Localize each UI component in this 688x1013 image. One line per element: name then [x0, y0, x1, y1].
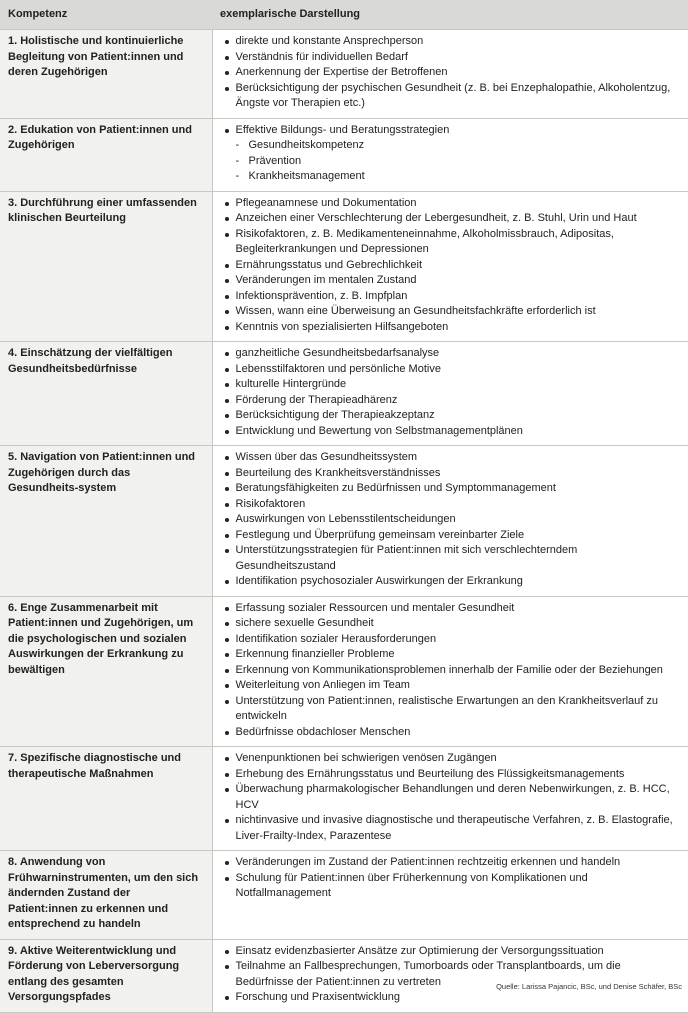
list-item-text: Effektive Bildungs- und Beratungsstrategien: [235, 123, 450, 136]
list-item-text: Unterstützung von Patient:innen, realistische Erwartungen an den Krankheitsverlauf zu entwickeln: [235, 694, 659, 722]
list-item-text: Förderung der Therapieadhärenz: [235, 393, 398, 406]
list-item: [223, 663, 681, 679]
list-item-text: Identifikation sozialer Herausforderungen: [235, 632, 437, 645]
list-item: [223, 574, 681, 590]
list-item: [223, 782, 681, 813]
description-cell: [212, 851, 688, 940]
list-item: [223, 543, 681, 574]
list-item-text: Venenpunktionen bei schwierigen venösen Zugängen: [235, 752, 497, 764]
list-item-text: Lebensstilfaktoren und persönliche Motive: [235, 362, 441, 375]
list-item-text: Prävention: [248, 154, 302, 167]
list-item: [223, 450, 681, 466]
description-cell: [212, 596, 688, 747]
table-row: [0, 747, 688, 851]
list-item: [223, 393, 681, 409]
dash-marker: -: [235, 154, 240, 167]
list-item-text: ganzheitliche Gesundheitsbedarfsanalyse: [235, 347, 440, 359]
list-item-text: Erkennung finanzieller Probleme: [235, 648, 395, 660]
competency-cell: 1. Holistische und kontinuierliche Begleitung von Patient:innen und deren Zugehörigen: [0, 30, 212, 119]
sub-list-item: [223, 154, 681, 170]
list-item: [223, 855, 681, 871]
list-item: [223, 258, 681, 274]
table-row: [0, 851, 688, 940]
description-cell: [212, 446, 688, 597]
list-item-text: Überwachung pharmakologischer Behandlungen und deren Nebenwirkungen, z. B. HCC, HCV: [235, 783, 670, 811]
competency-cell: 2. Edukation von Patient:innen und Zugehörigen: [0, 118, 212, 191]
list-item: [223, 466, 681, 482]
list-item-text: Einsatz evidenzbasierter Ansätze zur Optimierung der Versorgungssituation: [235, 944, 604, 957]
list-item: [223, 751, 681, 767]
sub-list-item: [223, 138, 681, 154]
list-item: [223, 65, 681, 81]
list-item: [223, 871, 681, 902]
description-list: [223, 346, 681, 439]
list-item-text: Teilnahme an Fallbesprechungen, Tumorboards oder Transplantboards, um die Bedürfnisse der Patient:innen zu vertreten: [235, 960, 621, 988]
table-row: [0, 118, 688, 191]
list-item-text: Bedürfnisse obdachloser Menschen: [235, 725, 411, 738]
list-item-text: Erkennung von Kommunikationsproblemen innerhalb der Familie oder der Beziehungen: [235, 663, 663, 676]
list-item-text: Anzeichen einer Verschlechterung der Lebergesundheit, z. B. Stuhl, Urin und Haut: [235, 212, 637, 224]
list-item: [223, 497, 681, 513]
description-list: [223, 123, 681, 185]
list-item-text: sichere sexuelle Gesundheit: [235, 617, 374, 629]
list-item-text: Infektionsprävention, z. B. Impfplan: [235, 289, 408, 302]
list-item-text: Veränderungen im Zustand der Patient:innen rechtzeitig erkennen und handeln: [235, 856, 621, 868]
list-item-text: Berücksichtigung der Therapieakzeptanz: [235, 409, 435, 421]
source-note: Quelle: Larissa Pajancic, BSc, und Denise Schäfer, BSc: [496, 981, 682, 991]
description-cell: [212, 191, 688, 342]
list-item: [223, 767, 681, 783]
list-item-text: Anerkennung der Expertise der Betroffenen: [235, 66, 448, 78]
list-item: [223, 227, 681, 258]
list-item-text: kulturelle Hintergründe: [235, 378, 347, 390]
list-item: [223, 34, 681, 50]
table-row: [0, 342, 688, 446]
competency-cell: 5. Navigation von Patient:innen und Zugehörigen durch das Gesundheits-system: [0, 446, 212, 597]
list-item: [223, 512, 681, 528]
list-item: [223, 377, 681, 393]
description-cell: [212, 30, 688, 119]
competency-cell: 7. Spezifische diagnostische und therapeutische Maßnahmen: [0, 747, 212, 851]
list-item: [223, 304, 681, 320]
list-item-text: Forschung und Praxisentwicklung: [235, 991, 400, 1003]
list-item-text: Beratungsfähigkeiten zu Bedürfnissen und Symptommanagement: [235, 482, 556, 494]
description-cell: [212, 939, 688, 1012]
list-item-text: Festlegung und Überprüfung gemeinsam vereinbarter Ziele: [235, 528, 525, 541]
list-item-text: Wissen über das Gesundheitssystem: [235, 451, 418, 463]
list-item: [223, 616, 681, 632]
description-list: [223, 944, 681, 1006]
table-row: [0, 30, 688, 119]
list-item-text: Beurteilung des Krankheitsverständnisses: [235, 466, 441, 479]
list-item-text: Entwicklung und Bewertung von Selbstmanagementplänen: [235, 424, 523, 437]
list-item-text: Pflegeanamnese und Dokumentation: [235, 196, 417, 209]
list-item-text: Identifikation psychosozialer Auswirkungen der Erkrankung: [235, 575, 523, 587]
list-item: [223, 944, 681, 960]
list-item: [223, 81, 681, 112]
list-item: [223, 647, 681, 663]
competency-cell: 8. Anwendung von Frühwarninstrumenten, um den sich ändernden Zustand der Patient:innen zu erkennen und entsprechend zu handeln: [0, 851, 212, 940]
list-item: [223, 408, 681, 424]
table-row: [0, 596, 688, 747]
list-item: [223, 50, 681, 66]
list-item: [223, 528, 681, 544]
sub-list-item: [223, 169, 681, 185]
list-item: [223, 481, 681, 497]
table-header-row: [0, 0, 688, 30]
competency-cell: 6. Enge Zusammenarbeit mit Patient:innen und Zugehörigen, um die psychologischen und sozialen Auswirkungen der Erkrankung zu bewältigen: [0, 596, 212, 747]
list-item: [223, 725, 681, 741]
list-item: [223, 362, 681, 378]
list-item: [223, 601, 681, 617]
list-item: [223, 632, 681, 648]
list-item: [223, 320, 681, 336]
list-item-text: Krankheitsmanagement: [248, 170, 365, 182]
table-body: [0, 30, 688, 1013]
description-list: [223, 855, 681, 902]
list-item-text: Veränderungen im mentalen Zustand: [235, 274, 417, 286]
list-item-text: Verständnis für individuellen Bedarf: [235, 50, 408, 63]
list-item-text: Ernährungsstatus und Gebrechlichkeit: [235, 258, 422, 271]
table-row: [0, 191, 688, 342]
table-row: [0, 939, 688, 1012]
description-list: [223, 751, 681, 844]
list-item: [223, 678, 681, 694]
list-item-text: nichtinvasive und invasive diagnostische und therapeutische Verfahren, z. B. Elastografie, Liver-Frailty-Index, Parazentese: [235, 814, 673, 842]
description-list: [223, 196, 681, 336]
list-item: [223, 196, 681, 212]
list-item-text: Wissen, wann eine Überweisung an Gesundheitsfachkräfte erforderlich ist: [235, 305, 596, 317]
list-item-text: Erfassung sozialer Ressourcen und mentaler Gesundheit: [235, 601, 515, 614]
competency-cell: 4. Einschätzung der vielfältigen Gesundheitsbedürfnisse: [0, 342, 212, 446]
description-list: [223, 34, 681, 112]
list-item-text: Berücksichtigung der psychischen Gesundheit (z. B. bei Enzephalopathie, Alkoholentzug, Ängste vor Therapien etc.): [235, 81, 671, 109]
description-cell: [212, 118, 688, 191]
list-item-text: direkte und konstante Ansprechperson: [235, 35, 424, 47]
dash-marker: -: [235, 170, 240, 182]
list-item-text: Weiterleitung von Anliegen im Team: [235, 679, 410, 691]
list-item: [223, 123, 681, 139]
dash-marker: -: [235, 139, 240, 151]
list-item: [223, 813, 681, 844]
description-list: [223, 601, 681, 741]
list-item-text: Unterstützungsstrategien für Patient:innen mit sich verschlechterndem Gesundheitszustand: [235, 544, 578, 572]
list-item-text: Auswirkungen von Lebensstilentscheidungen: [235, 513, 456, 525]
list-item: [223, 424, 681, 440]
competency-cell: 9. Aktive Weiterentwicklung und Förderung von Leberversorgung entlang des gesamten Versorgungspfades: [0, 939, 212, 1012]
description-list: [223, 450, 681, 590]
list-item: [223, 694, 681, 725]
list-item: [223, 273, 681, 289]
competency-cell: 3. Durchführung einer umfassenden klinischen Beurteilung: [0, 191, 212, 342]
list-item-text: Kenntnis von spezialisierten Hilfsangeboten: [235, 320, 449, 333]
header-competency: Kompetenz: [0, 0, 212, 30]
header-description: exemplarische Darstellung: [212, 0, 688, 30]
description-cell: [212, 342, 688, 446]
list-item-text: Erhebung des Ernährungsstatus und Beurteilung des Flüssigkeitsmanagements: [235, 767, 625, 780]
list-item: [223, 346, 681, 362]
list-item-text: Risikofaktoren, z. B. Medikamenteneinnahme, Alkoholmissbrauch, Adipositas, Begleiterkrankungen und Depressionen: [235, 227, 614, 255]
description-cell: [212, 747, 688, 851]
table-row: [0, 446, 688, 597]
list-item: [223, 211, 681, 227]
list-item-text: Risikofaktoren: [235, 497, 306, 510]
list-item-text: Schulung für Patient:innen über Früherkennung von Komplikationen und Notfallmanagement: [235, 871, 588, 899]
list-item-text: Gesundheitskompetenz: [248, 139, 365, 151]
list-item: [223, 289, 681, 305]
